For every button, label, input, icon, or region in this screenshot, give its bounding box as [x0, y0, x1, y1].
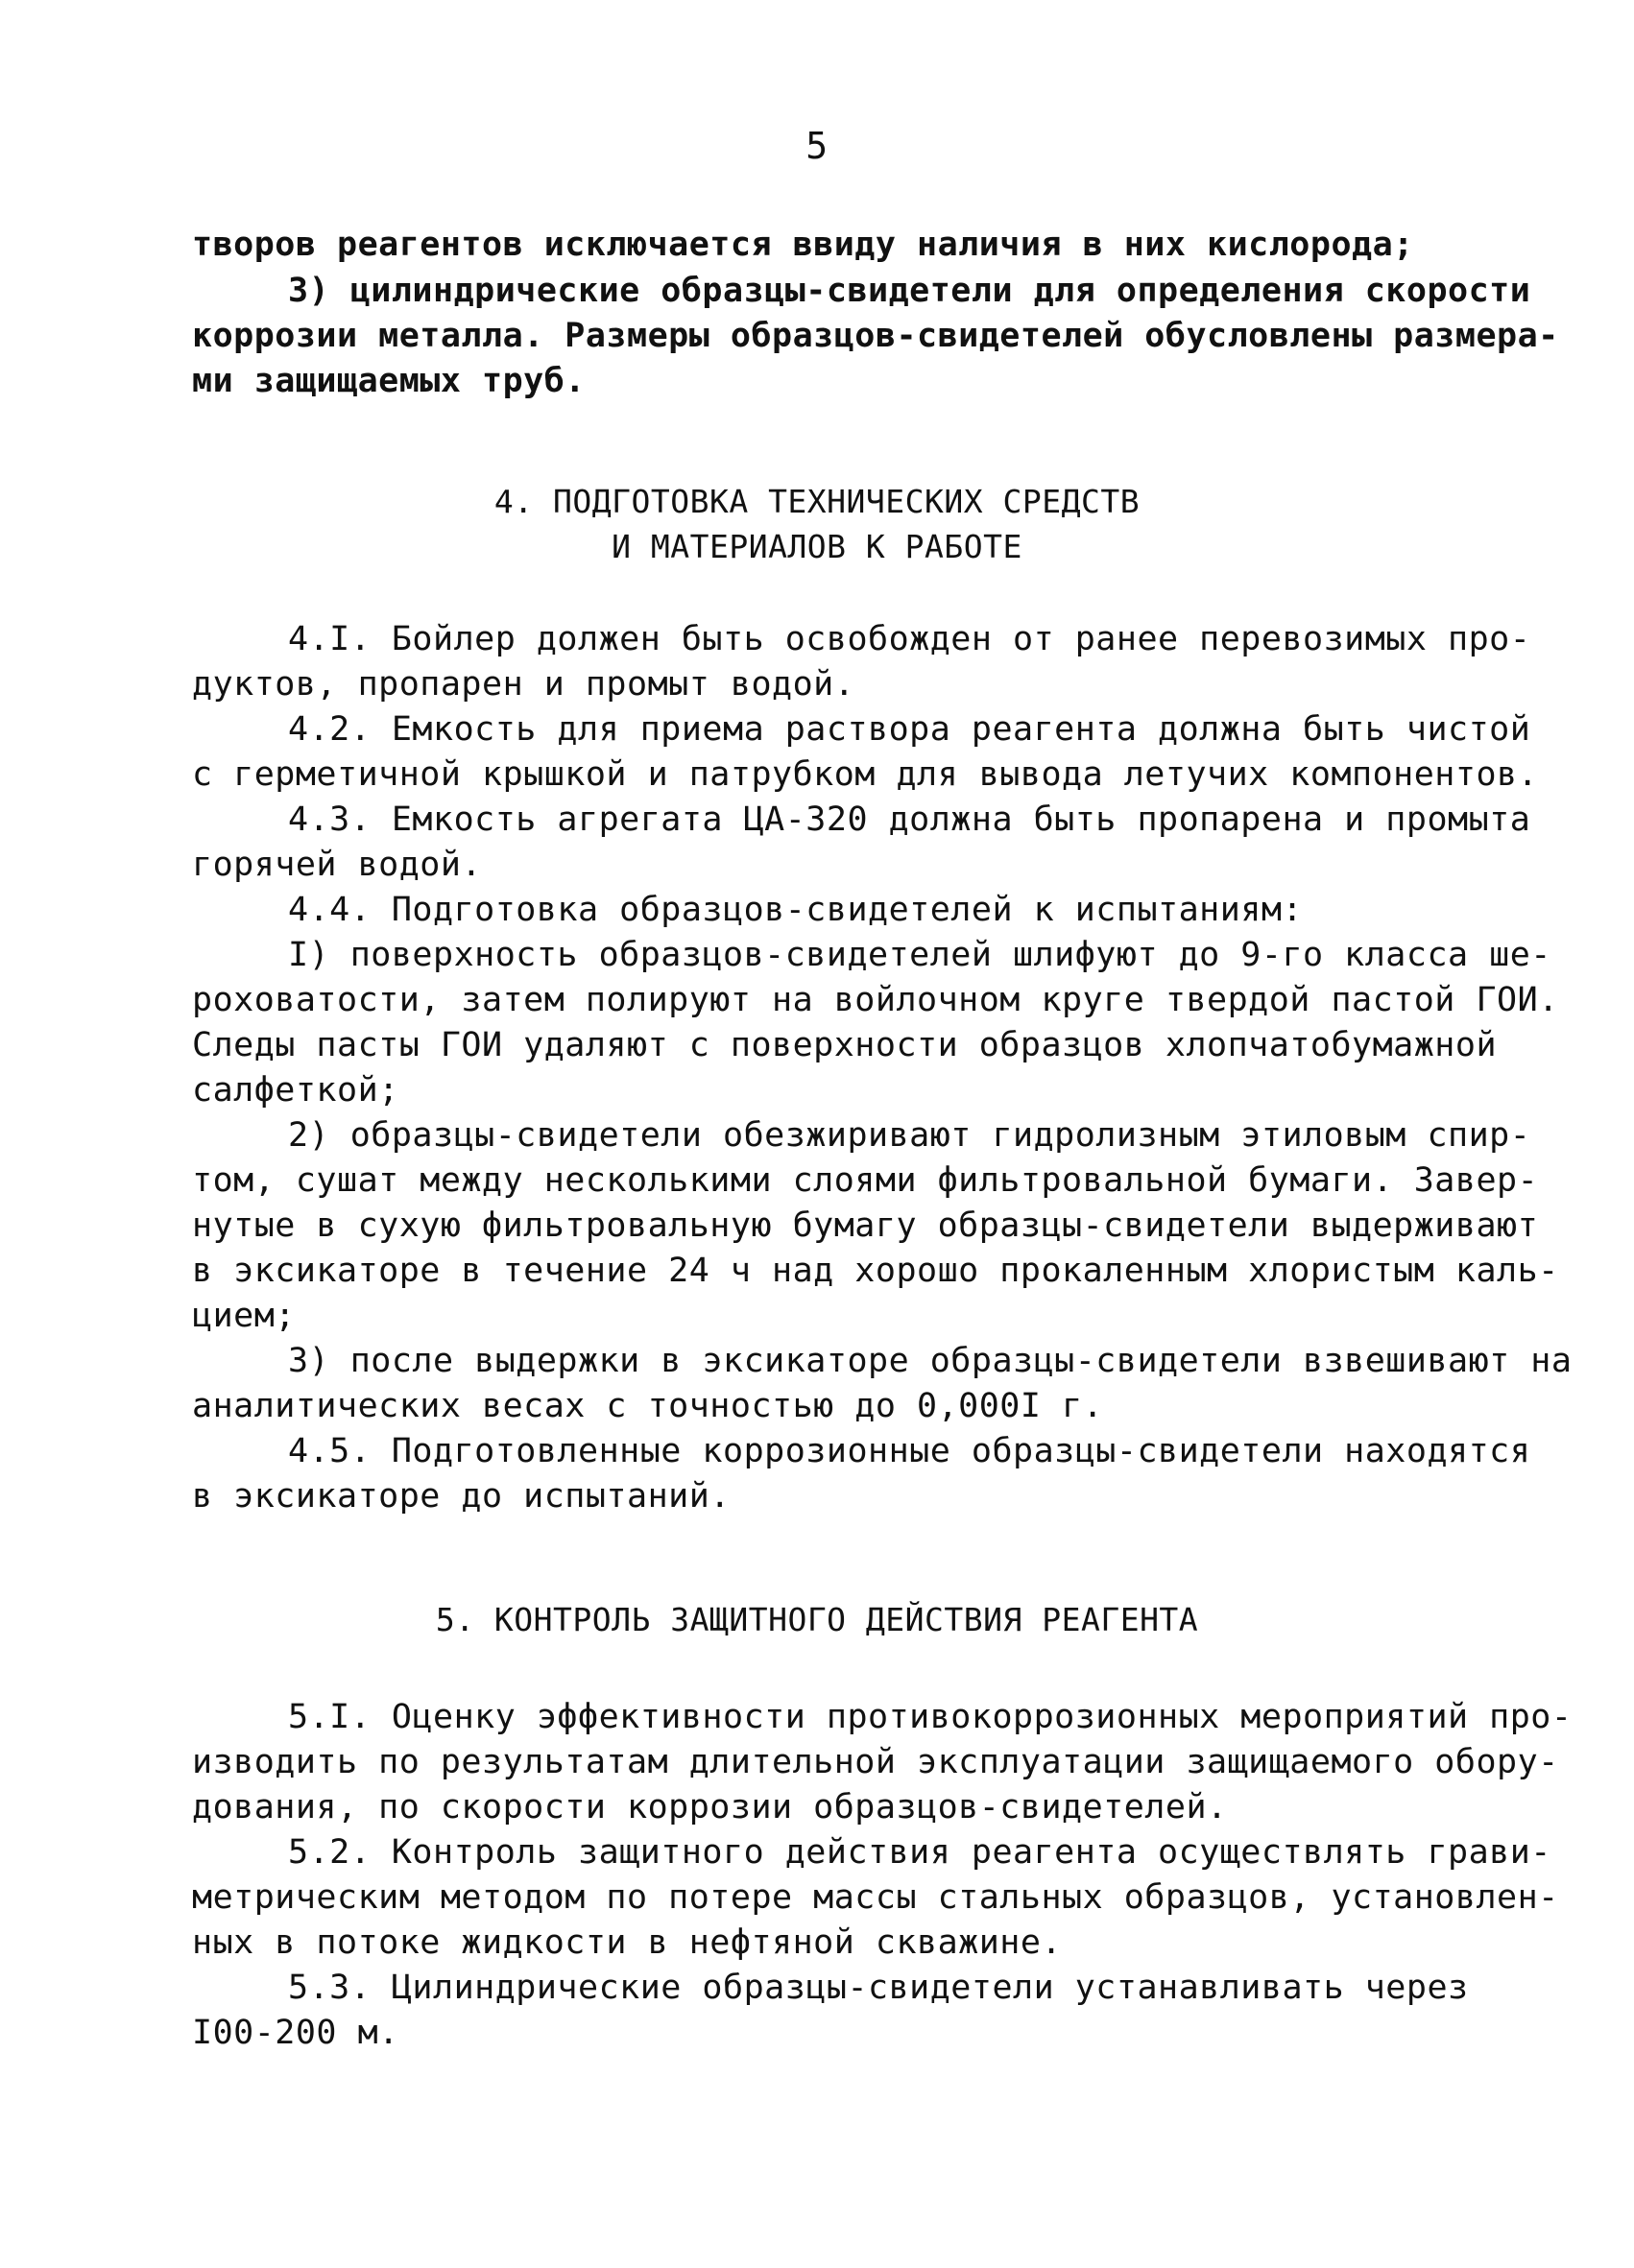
text-line: дуктов, пропарен и промыт водой.	[192, 665, 855, 704]
text-line: коррозии металла. Размеры образцов-свидетелей обусловлены размера-	[192, 317, 1559, 355]
list-item-1: I) поверхность образцов-свидетелей шлифуют до 9-го класса ше-	[288, 936, 1551, 974]
section-5-title: 5. КОНТРОЛЬ ЗАЩИТНОГО ДЕЙСТВИЯ РЕАГЕНТА	[435, 1601, 1199, 1638]
text-line: ми защищаемых труб.	[192, 362, 586, 400]
list-item-3: 3) после выдержки в эксикаторе образцы-свидетели взвешивают на	[288, 1342, 1573, 1380]
text-line: I00-200 м.	[192, 2014, 399, 2052]
paragraph-4-4: 4.4. Подготовка образцов-свидетелей к испытаниям:	[288, 891, 1304, 929]
text-line: аналитических весах с точностью до 0,000I г.	[192, 1387, 1104, 1425]
text-line: салфеткой;	[192, 1071, 399, 1110]
text-line: творов реагентов исключается ввиду наличия в них кислорода;	[192, 226, 1414, 264]
text-line: ных в потоке жидкости в нефтяной скважине.	[192, 1923, 1063, 1962]
text-line: в эксикаторе в течение 24 ч над хорошо прокаленным хлористым каль-	[192, 1252, 1559, 1290]
paragraph-4-3: 4.3. Емкость агрегата ЦА-320 должна быть пропарена и промыта	[288, 800, 1531, 839]
text-line: том, сушат между несколькими слоями фильтровальной бумаги. Завер-	[192, 1161, 1539, 1200]
paragraph-5-2: 5.2. Контроль защитного действия реагента осуществлять грави-	[288, 1833, 1551, 1872]
paragraph-5-3: 5.3. Цилиндрические образцы-свидетели устанавливать через	[288, 1969, 1469, 2007]
paragraph-4-2: 4.2. Емкость для приема раствора реагента должна быть чистой	[288, 710, 1531, 749]
paragraph-4-5: 4.5. Подготовленные коррозионные образцы-свидетели находятся	[288, 1432, 1531, 1470]
text-line: изводить по результатам длительной эксплуатации защищаемого обору-	[192, 1743, 1559, 1781]
text-line: Следы пасты ГОИ удаляют с поверхности образцов хлопчатобумажной	[192, 1026, 1498, 1064]
list-item-2: 2) образцы-свидетели обезжиривают гидролизным этиловым спир-	[288, 1116, 1531, 1155]
text-line: дования, по скорости коррозии образцов-свидетелей.	[192, 1788, 1228, 1826]
text-line: горячей водой.	[192, 846, 483, 884]
section-4-title-line-2: И МАТЕРИАЛОВ К РАБОТЕ	[612, 528, 1022, 565]
text-line: 3) цилиндрические образцы-свидетели для определения скорости	[288, 272, 1531, 310]
text-line: с герметичной крышкой и патрубком для вывода летучих компонентов.	[192, 755, 1539, 794]
section-4-title: 4. ПОДГОТОВКА ТЕХНИЧЕСКИХ СРЕДСТВ	[493, 483, 1141, 520]
page-number: 5	[805, 125, 829, 167]
text-line: роховатости, затем полируют на войлочном круге твердой пастой ГОИ.	[192, 981, 1559, 1019]
paragraph-5-1: 5.I. Оценку эффективности противокоррозионных мероприятий про-	[288, 1698, 1573, 1736]
paragraph-4-1: 4.I. Бойлер должен быть освобожден от ранее перевозимых про-	[288, 620, 1531, 658]
text-line: нутые в сухую фильтровальную бумагу образцы-свидетели выдерживают	[192, 1206, 1539, 1245]
text-line: в эксикаторе до испытаний.	[192, 1477, 731, 1516]
text-line: цием;	[192, 1297, 296, 1335]
text-line: метрическим методом по потере массы стальных образцов, установлен-	[192, 1878, 1559, 1917]
